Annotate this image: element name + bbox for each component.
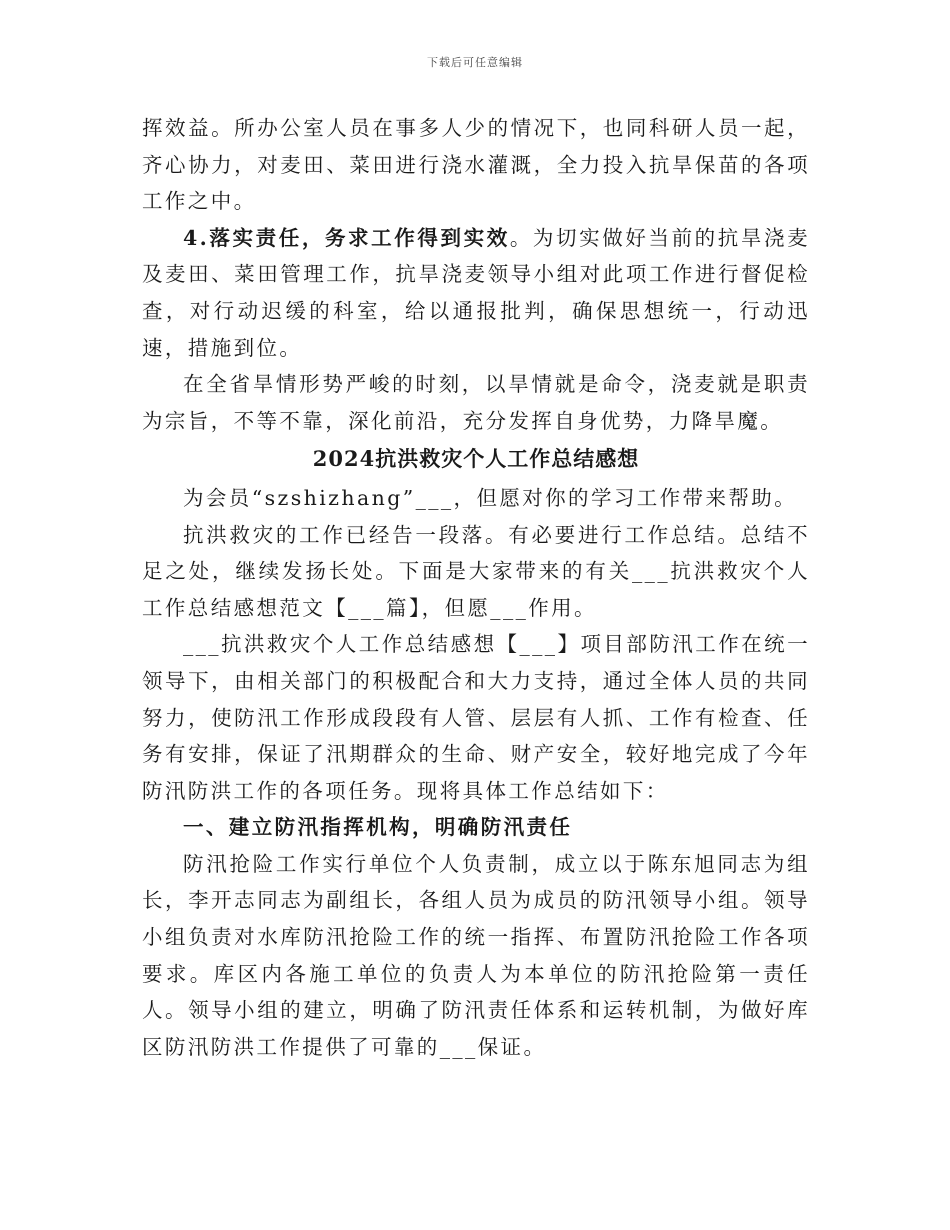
paragraph-continued: 挥效益。所办公室人员在事多人少的情况下，也同科研人员一起，齐心协力，对麦田、菜田进行浇水灌溉，全力投入抗旱保苗的各项工作之中。 [142,116,810,214]
document-title: 2024抗洪救灾个人工作总结感想 [312,446,640,472]
section-heading: 一、建立防汛指挥机构，明确防汛责任 [183,815,573,840]
paragraph-member-note: 为会员“szshizhang”___，但愿对你的学习工作带来帮助。 [183,485,798,510]
paragraph-lead-bold: 4.落实责任，务求工作得到实效 [183,225,510,250]
page-header: 下载后可任意编辑 [427,56,523,69]
paragraph-responsibility [142,220,810,366]
document-body [142,110,810,1065]
paragraph-summary: ___抗洪救灾个人工作总结感想【___】项目部防汛工作在统一领导下，由相关部门的积极配合和大力支持，通过全体人员的共同努力，使防汛工作形成段段有人管、层层有人抓、工作有检查、任务有安排，保证了汛期群众的生命、财产安全，较好地完成了今年防汛防洪工作的各项任务。现将具体工作总结如下： [142,632,810,803]
paragraph-conclusion: 在全省旱情形势严峻的时刻，以旱情就是命令，浇麦就是职责为宗旨，不等不靠，深化前沿，充分发挥自身优势，力降旱魔。 [142,372,810,433]
paragraph-command-structure: 防汛抢险工作实行单位个人负责制，成立以于陈东旭同志为组长，李开志同志为副组长，各组人员为成员的防汛领导小组。领导小组负责对水库防汛抢险工作的统一指挥、布置防汛抢险工作各项要求。库区内各施工单位的负责人为本单位的防汛抢险第一责任人。领导小组的建立，明确了防汛责任体系和运转机制，为做好库区防汛防洪工作提供了可靠的___保证。 [142,851,810,1059]
paragraph-body: 。为切实做好当前的抗旱浇麦及麦田、菜田管理工作，抗旱浇麦领导小组对此项工作进行督促检查，对行动迟缓的科室，给以通报批判，确保思想统一，行动迅速，措施到位。 [142,225,810,360]
paragraph-intro: 抗洪救灾的工作已经告一段落。有必要进行工作总结。总结不足之处，继续发扬长处。下面是大家带来的有关___抗洪救灾个人工作总结感想范文【___篇】，但愿___作用。 [142,522,810,620]
